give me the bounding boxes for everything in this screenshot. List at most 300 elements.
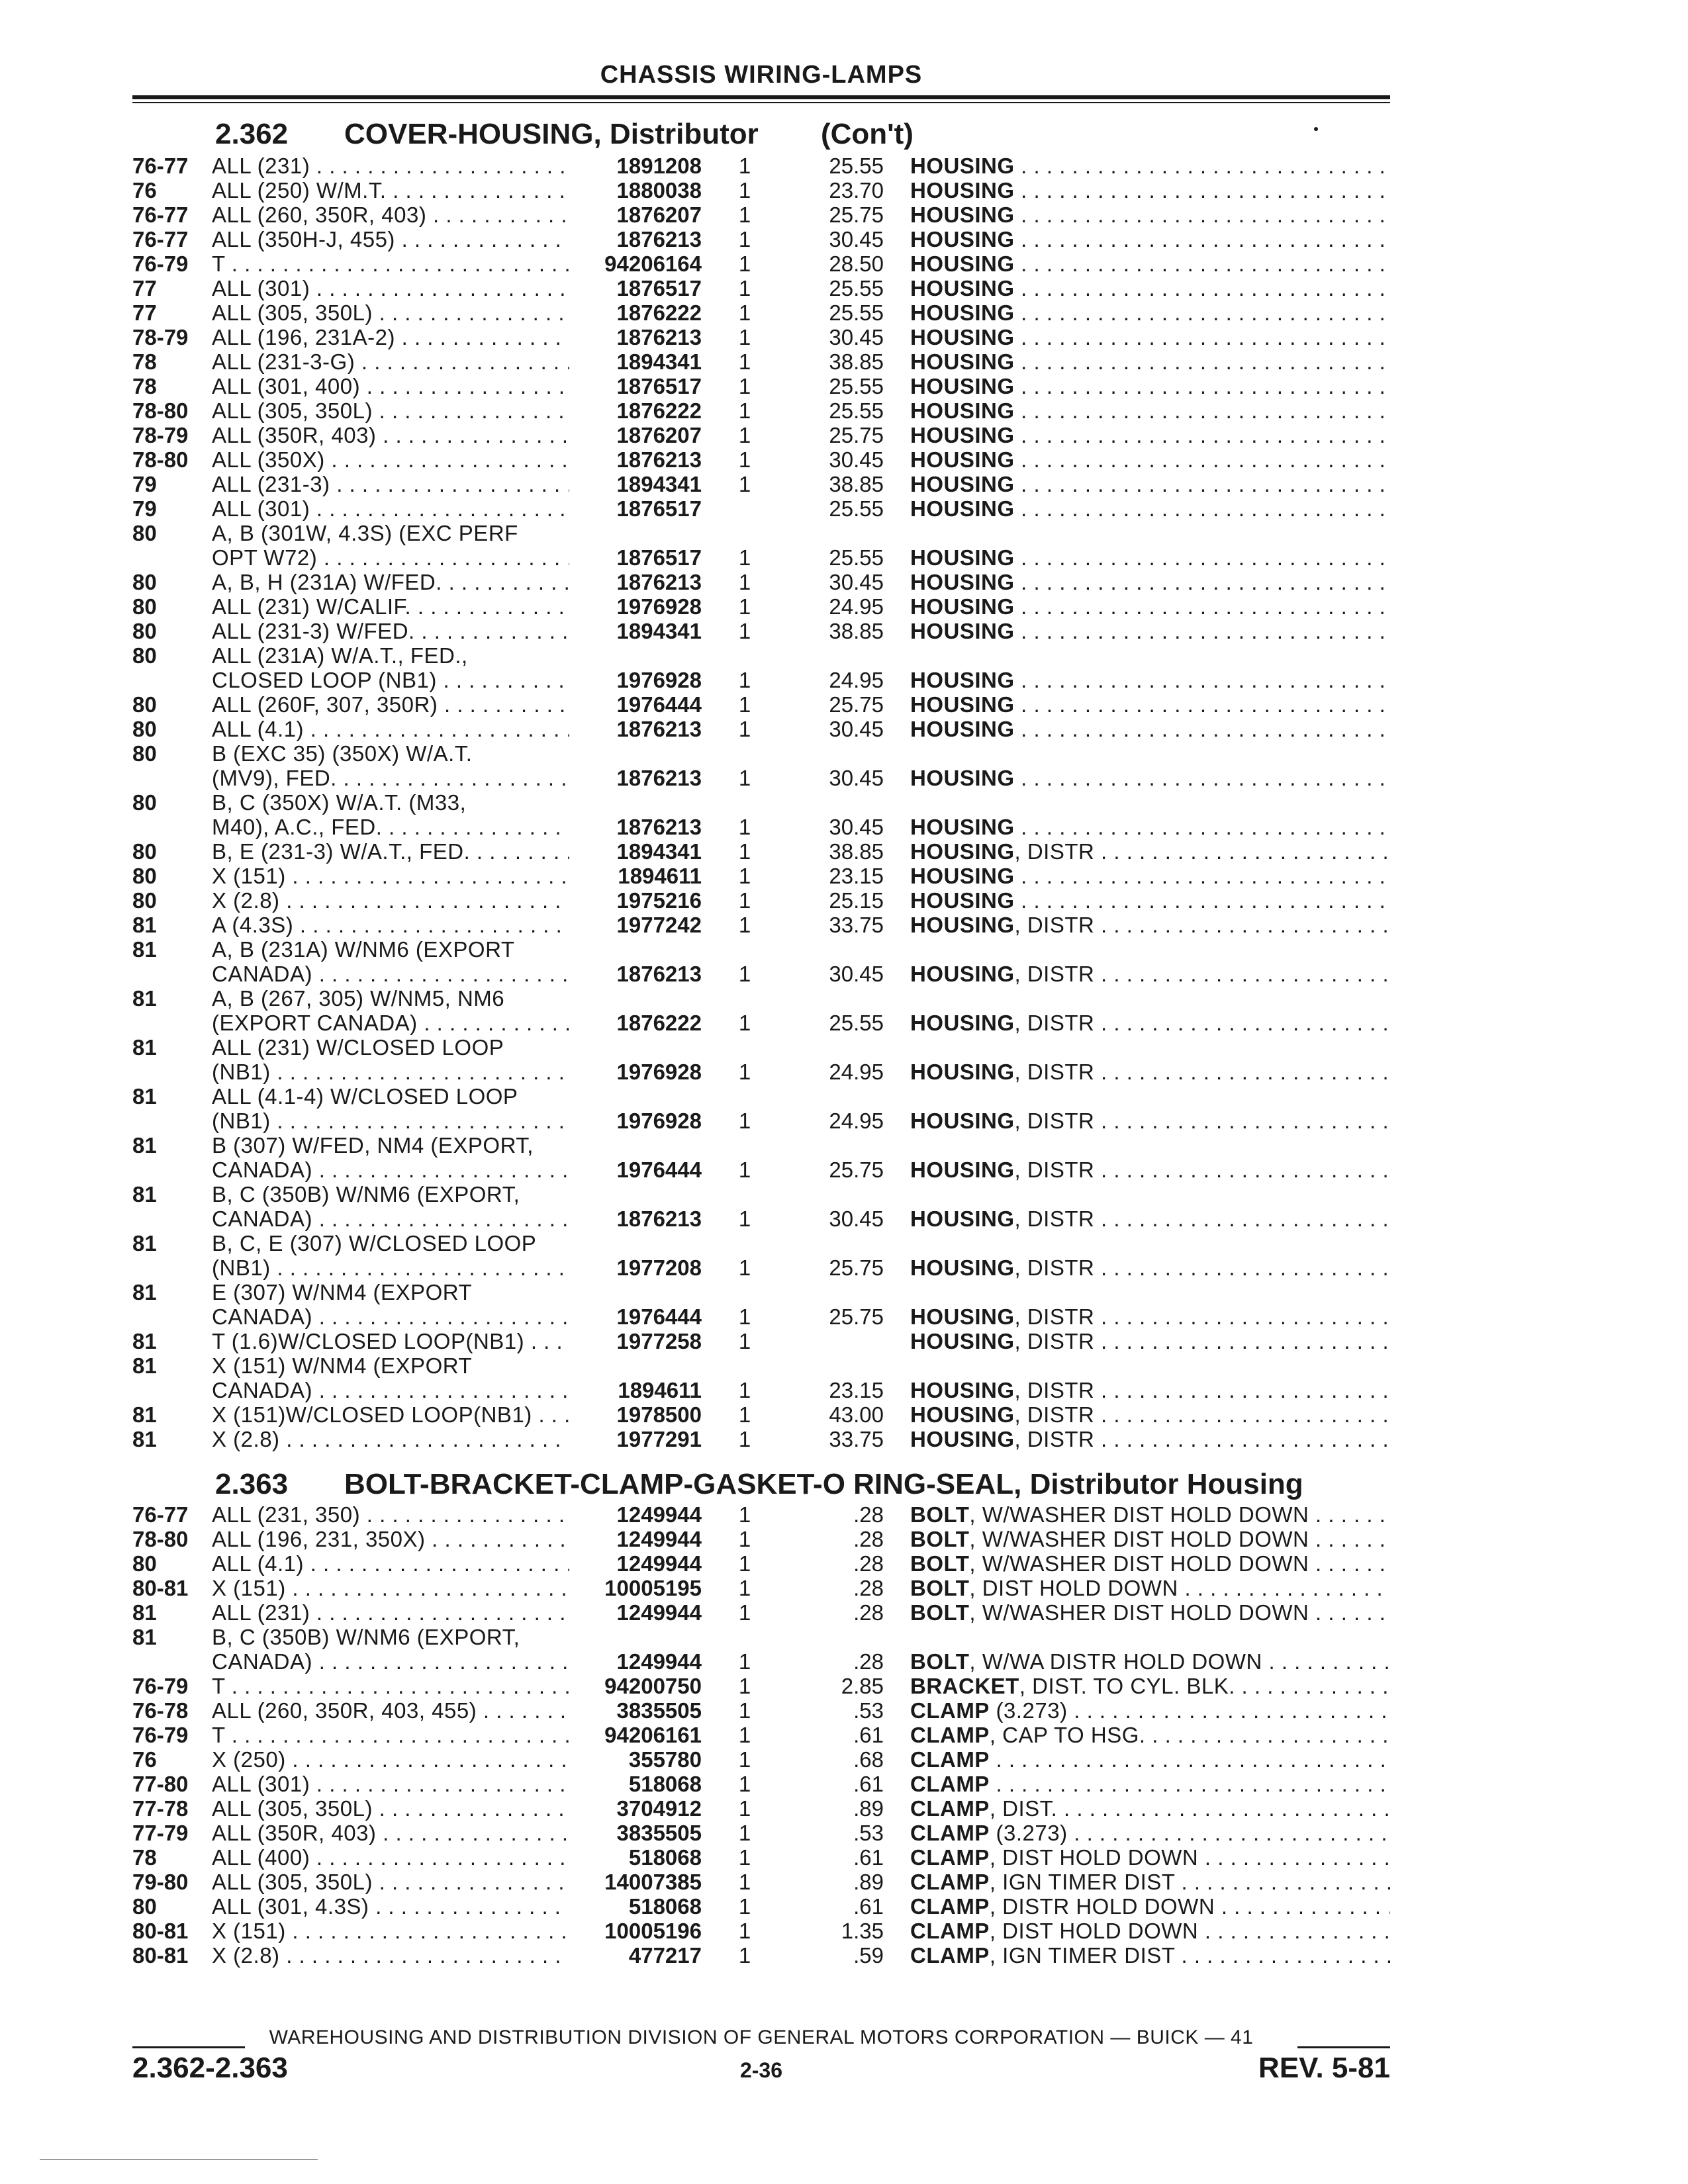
application: E (307) W/NM4 (EXPORT <box>212 1280 473 1304</box>
application: CANADA) . . . <box>212 1304 569 1329</box>
part-number: 1977208 <box>616 1255 702 1280</box>
description <box>910 325 1390 349</box>
parts-row <box>0 300 1688 325</box>
price: 23.70 <box>829 178 884 203</box>
description-detail: , W/WA DISTR HOLD DOWN . . . <box>969 1649 1390 1674</box>
quantity: 1 <box>738 154 751 178</box>
description <box>910 1527 1390 1551</box>
description-keyword: HOUSING <box>910 300 1015 325</box>
part-number: 1876207 <box>616 423 702 447</box>
description <box>910 276 1390 300</box>
application: ALL (350R, 403) . . . <box>212 423 569 447</box>
quantity: 1 <box>738 1527 751 1551</box>
part-number: 1249944 <box>616 1649 702 1674</box>
description-keyword: HOUSING <box>910 1304 1015 1329</box>
model-year: 81 <box>132 1600 157 1625</box>
quantity: 1 <box>738 766 751 790</box>
description-detail: , DIST HOLD DOWN . . . <box>990 1845 1390 1870</box>
parts-row <box>0 643 1688 668</box>
model-year: 80 <box>132 643 157 668</box>
quantity: 1 <box>738 1304 751 1329</box>
price: 43.00 <box>829 1402 884 1427</box>
parts-row <box>0 1035 1688 1060</box>
application: T . . . <box>212 1674 569 1698</box>
parts-row <box>0 1011 1688 1035</box>
application: CANADA) . . . <box>212 1378 569 1402</box>
parts-row <box>0 1280 1688 1304</box>
description-detail <box>1015 374 1390 398</box>
quantity: 1 <box>738 888 751 913</box>
description-detail <box>1015 668 1390 692</box>
description-keyword: HOUSING <box>910 717 1015 741</box>
application: ALL (231) . . . <box>212 1600 569 1625</box>
part-number: 1894341 <box>616 839 702 864</box>
part-number: 1876213 <box>616 1206 702 1231</box>
model-year: 80 <box>132 790 157 815</box>
description <box>910 594 1390 619</box>
application: A, B (231A) W/NM6 (EXPORT <box>212 937 515 962</box>
description-detail <box>1015 423 1390 447</box>
parts-row <box>0 986 1688 1011</box>
quantity: 1 <box>738 1378 751 1402</box>
application: (EXPORT CANADA) . . . <box>212 1011 569 1035</box>
price: 24.95 <box>829 594 884 619</box>
part-number: 1876213 <box>616 447 702 472</box>
price: 23.15 <box>829 864 884 888</box>
quantity: 1 <box>738 1870 751 1894</box>
description-keyword: HOUSING <box>910 496 1015 521</box>
application: ALL (4.1) . . . <box>212 717 569 741</box>
description <box>910 1870 1390 1894</box>
description-keyword: HOUSING <box>910 1402 1015 1427</box>
quantity: 1 <box>738 1698 751 1723</box>
part-number: 1975216 <box>616 888 702 913</box>
description-keyword: HOUSING <box>910 1329 1015 1353</box>
model-year: 80-81 <box>132 1943 189 1968</box>
description-detail <box>1015 545 1390 570</box>
description-detail: , DISTR . . . <box>1015 839 1390 864</box>
description-detail <box>1015 203 1390 227</box>
part-number: 1876517 <box>616 496 702 521</box>
description-keyword: HOUSING <box>910 1255 1015 1280</box>
model-year: 77-79 <box>132 1821 189 1845</box>
quantity: 1 <box>738 570 751 594</box>
quantity: 1 <box>738 1158 751 1182</box>
model-year: 76-77 <box>132 227 189 251</box>
page-title: CHASSIS WIRING-LAMPS <box>600 61 923 89</box>
quantity: 1 <box>738 251 751 276</box>
description-detail <box>1015 251 1390 276</box>
price: 25.75 <box>829 203 884 227</box>
application: ALL (231-3) W/FED. . . . <box>212 619 569 643</box>
part-number: 1977242 <box>616 913 702 937</box>
model-year: 78-80 <box>132 447 189 472</box>
price: .28 <box>853 1527 884 1551</box>
parts-row <box>0 1625 1688 1649</box>
description-detail: , DISTR . . . <box>1015 1206 1390 1231</box>
model-year: 76 <box>132 1747 157 1772</box>
part-number: 1876213 <box>616 570 702 594</box>
parts-row <box>0 1133 1688 1158</box>
description-detail <box>1015 888 1390 913</box>
application: X (151) . . . <box>212 1576 569 1600</box>
quantity: 1 <box>738 1255 751 1280</box>
parts-row <box>0 1698 1688 1723</box>
parts-row <box>0 1919 1688 1943</box>
description-keyword: BOLT <box>910 1502 970 1527</box>
description <box>910 864 1390 888</box>
description <box>910 1943 1390 1968</box>
description-detail <box>1015 300 1390 325</box>
parts-row <box>0 1649 1688 1674</box>
quantity: 1 <box>738 423 751 447</box>
price: 30.45 <box>829 570 884 594</box>
model-year: 81 <box>132 1084 157 1109</box>
description-keyword: HOUSING <box>910 227 1015 251</box>
description-keyword: HOUSING <box>910 962 1015 986</box>
parts-row <box>0 1060 1688 1084</box>
part-number: 3835505 <box>616 1698 702 1723</box>
description-keyword: HOUSING <box>910 276 1015 300</box>
quantity: 1 <box>738 325 751 349</box>
description-keyword: HOUSING <box>910 154 1015 178</box>
parts-row <box>0 521 1688 545</box>
quantity: 1 <box>738 447 751 472</box>
description-detail <box>1015 154 1390 178</box>
description-detail: , W/WASHER DIST HOLD DOWN . . . <box>969 1527 1390 1551</box>
application: B (EXC 35) (350X) W/A.T. <box>212 741 473 766</box>
description-keyword: CLAMP <box>910 1796 990 1821</box>
application: B, C, E (307) W/CLOSED LOOP <box>212 1231 537 1255</box>
application: ALL (4.1-4) W/CLOSED LOOP <box>212 1084 518 1109</box>
model-year: 81 <box>132 1182 157 1206</box>
description-keyword: HOUSING <box>910 1109 1015 1133</box>
price: 25.55 <box>829 276 884 300</box>
model-year: 78-79 <box>132 325 189 349</box>
model-year: 79-80 <box>132 1870 189 1894</box>
description <box>910 766 1390 790</box>
description-detail: , DIST. . . . <box>990 1796 1390 1821</box>
footer-section-ref: 2.362-2.363 <box>132 2052 288 2084</box>
section-heading <box>132 119 1390 150</box>
title-rule-thin <box>132 102 1390 103</box>
description-detail: , IGN TIMER DIST . . . <box>990 1943 1390 1968</box>
parts-row <box>0 1255 1688 1280</box>
parts-row <box>0 1231 1688 1255</box>
description <box>910 1402 1390 1427</box>
model-year: 79 <box>132 496 157 521</box>
description-keyword: HOUSING <box>910 1011 1015 1035</box>
description-keyword: HOUSING <box>910 472 1015 496</box>
price: .61 <box>853 1845 884 1870</box>
description-detail: , DISTR . . . <box>1015 1109 1390 1133</box>
parts-row <box>0 1674 1688 1698</box>
model-year: 76 <box>132 178 157 203</box>
part-number: 518068 <box>628 1772 702 1796</box>
parts-row <box>0 766 1688 790</box>
price: 30.45 <box>829 962 884 986</box>
model-year: 76-79 <box>132 251 189 276</box>
quantity: 1 <box>738 1427 751 1451</box>
model-year: 78-80 <box>132 398 189 423</box>
price: 25.55 <box>829 398 884 423</box>
model-year: 78-80 <box>132 1527 189 1551</box>
application: ALL (231A) W/A.T., FED., <box>212 643 468 668</box>
parts-row <box>0 251 1688 276</box>
model-year: 77-78 <box>132 1796 189 1821</box>
price: 25.55 <box>829 496 884 521</box>
quantity: 1 <box>738 178 751 203</box>
price: 2.85 <box>841 1674 884 1698</box>
model-year: 80 <box>132 741 157 766</box>
model-year: 81 <box>132 986 157 1011</box>
description-keyword: CLAMP <box>910 1821 990 1845</box>
model-year: 81 <box>132 1329 157 1353</box>
price: 24.95 <box>829 1109 884 1133</box>
price: 33.75 <box>829 1427 884 1451</box>
application: ALL (231-3) . . . <box>212 472 569 496</box>
description <box>910 1255 1390 1280</box>
part-number: 94206164 <box>604 251 702 276</box>
price: .53 <box>853 1821 884 1845</box>
price: .28 <box>853 1576 884 1600</box>
quantity: 1 <box>738 1943 751 1968</box>
description <box>910 1206 1390 1231</box>
quantity: 1 <box>738 1011 751 1035</box>
part-number: 1894341 <box>616 349 702 374</box>
part-number: 1876517 <box>616 545 702 570</box>
description-detail <box>1015 398 1390 423</box>
description-detail <box>1015 349 1390 374</box>
description <box>910 1845 1390 1870</box>
application: (NB1) . . . <box>212 1109 569 1133</box>
description-detail: , DISTR . . . <box>1015 962 1390 986</box>
model-year: 81 <box>132 1133 157 1158</box>
parts-row <box>0 1845 1688 1870</box>
price: .53 <box>853 1698 884 1723</box>
description-detail: , W/WASHER DIST HOLD DOWN . . . <box>969 1600 1390 1625</box>
parts-row <box>0 888 1688 913</box>
description <box>910 251 1390 276</box>
description-keyword: HOUSING <box>910 692 1015 717</box>
part-number: 1876222 <box>616 398 702 423</box>
part-number: 518068 <box>628 1894 702 1919</box>
model-year: 80 <box>132 570 157 594</box>
part-number: 1249944 <box>616 1551 702 1576</box>
description-detail: (3.273) . . . <box>990 1698 1390 1723</box>
price: 24.95 <box>829 668 884 692</box>
model-year: 81 <box>132 1402 157 1427</box>
description-keyword: CLAMP <box>910 1723 990 1747</box>
description-detail <box>1015 276 1390 300</box>
parts-row <box>0 1821 1688 1845</box>
description-detail <box>1015 717 1390 741</box>
description <box>910 1427 1390 1451</box>
description-detail: , DISTR . . . <box>1015 1402 1390 1427</box>
parts-row <box>0 1378 1688 1402</box>
parts-row <box>0 668 1688 692</box>
price: 1.35 <box>841 1919 884 1943</box>
description <box>910 1551 1390 1576</box>
model-year: 80 <box>132 864 157 888</box>
model-year: 80 <box>132 717 157 741</box>
application: X (2.8) . . . <box>212 888 569 913</box>
description-keyword: HOUSING <box>910 203 1015 227</box>
parts-row <box>0 839 1688 864</box>
quantity: 1 <box>738 1402 751 1427</box>
description <box>910 1747 1390 1772</box>
description-detail <box>1015 692 1390 717</box>
price: 25.55 <box>829 374 884 398</box>
part-number: 1876213 <box>616 815 702 839</box>
part-number: 3835505 <box>616 1821 702 1845</box>
part-number: 14007385 <box>604 1870 702 1894</box>
description-keyword: HOUSING <box>910 1206 1015 1231</box>
application: X (151) . . . <box>212 1919 569 1943</box>
quantity: 1 <box>738 1206 751 1231</box>
quantity: 1 <box>738 203 751 227</box>
parts-row <box>0 349 1688 374</box>
part-number: 1978500 <box>616 1402 702 1427</box>
description-detail: , DISTR . . . <box>1015 1158 1390 1182</box>
description-keyword: CLAMP <box>910 1943 990 1968</box>
description <box>910 1378 1390 1402</box>
parts-row <box>0 1551 1688 1576</box>
description-keyword: HOUSING <box>910 815 1015 839</box>
parts-row <box>0 1723 1688 1747</box>
application: ALL (350R, 403) . . . <box>212 1821 569 1845</box>
description-detail: , DISTR . . . <box>1015 913 1390 937</box>
application: CANADA) . . . <box>212 1158 569 1182</box>
model-year: 80 <box>132 888 157 913</box>
parts-row <box>0 1402 1688 1427</box>
parts-row <box>0 1796 1688 1821</box>
description <box>910 1649 1390 1674</box>
part-number: 1876517 <box>616 374 702 398</box>
description-detail: , DISTR . . . <box>1015 1011 1390 1035</box>
price: 25.75 <box>829 692 884 717</box>
description-keyword: CLAMP <box>910 1698 990 1723</box>
part-number: 1976928 <box>616 1060 702 1084</box>
description-detail: , W/WASHER DIST HOLD DOWN . . . <box>969 1502 1390 1527</box>
application: B, C (350B) W/NM6 (EXPORT, <box>212 1625 520 1649</box>
application: B, C (350X) W/A.T. (M33, <box>212 790 467 815</box>
description-detail <box>1015 325 1390 349</box>
application: ALL (400) . . . <box>212 1845 569 1870</box>
section-continued: (Con't) <box>821 118 914 150</box>
description-detail: , DISTR HOLD DOWN . . . <box>990 1894 1390 1919</box>
application: ALL (231) W/CALIF. . . . <box>212 594 569 619</box>
price: .59 <box>853 1943 884 1968</box>
application: ALL (196, 231, 350X) . . . <box>212 1527 569 1551</box>
quantity: 1 <box>738 1674 751 1698</box>
parts-row <box>0 790 1688 815</box>
description <box>910 178 1390 203</box>
price: 25.75 <box>829 1304 884 1329</box>
application: ALL (350H-J, 455) . . . <box>212 227 569 251</box>
quantity: 1 <box>738 1723 751 1747</box>
description-detail <box>1015 227 1390 251</box>
price: 23.15 <box>829 1378 884 1402</box>
part-number: 1880038 <box>616 178 702 203</box>
description-keyword: HOUSING <box>910 374 1015 398</box>
description-keyword: HOUSING <box>910 325 1015 349</box>
model-year: 77 <box>132 300 157 325</box>
part-number: 1977258 <box>616 1329 702 1353</box>
parts-row <box>0 937 1688 962</box>
description-keyword: HOUSING <box>910 545 1015 570</box>
model-year: 80 <box>132 692 157 717</box>
application: A, B, H (231A) W/FED. . . . <box>212 570 569 594</box>
description <box>910 1698 1390 1723</box>
parts-row <box>0 1747 1688 1772</box>
quantity: 1 <box>738 962 751 986</box>
description-keyword: HOUSING <box>910 251 1015 276</box>
part-number: 10005195 <box>604 1576 702 1600</box>
description-detail <box>1015 766 1390 790</box>
price: 33.75 <box>829 913 884 937</box>
description-keyword: CLAMP <box>910 1894 990 1919</box>
model-year: 81 <box>132 1035 157 1060</box>
description-keyword: HOUSING <box>910 1158 1015 1182</box>
application: (NB1) . . . <box>212 1255 569 1280</box>
part-number: 1891208 <box>616 154 702 178</box>
section-number: 2.362 <box>215 118 289 150</box>
application: X (151) . . . <box>212 864 569 888</box>
description <box>910 545 1390 570</box>
model-year: 81 <box>132 913 157 937</box>
model-year: 76-77 <box>132 154 189 178</box>
description <box>910 888 1390 913</box>
parts-row <box>0 472 1688 496</box>
part-number: 1876213 <box>616 962 702 986</box>
description-detail <box>1015 864 1390 888</box>
model-year: 81 <box>132 1427 157 1451</box>
description <box>910 1600 1390 1625</box>
description-keyword: CLAMP <box>910 1870 990 1894</box>
application: ALL (301, 4.3S) . . . <box>212 1894 569 1919</box>
description-keyword: HOUSING <box>910 668 1015 692</box>
description <box>910 619 1390 643</box>
price: 38.85 <box>829 349 884 374</box>
description-detail <box>1015 178 1390 203</box>
model-year: 78-79 <box>132 423 189 447</box>
application: ALL (231, 350) . . . <box>212 1502 569 1527</box>
model-year: 81 <box>132 1625 157 1649</box>
description <box>910 1821 1390 1845</box>
part-number: 1876213 <box>616 325 702 349</box>
quantity: 1 <box>738 913 751 937</box>
application: X (250) . . . <box>212 1747 569 1772</box>
part-number: 1976444 <box>616 1158 702 1182</box>
description <box>910 1304 1390 1329</box>
description-keyword: CLAMP <box>910 1919 990 1943</box>
description-detail: , DISTR . . . <box>1015 1329 1390 1353</box>
parts-row <box>0 1427 1688 1451</box>
price: 30.45 <box>829 325 884 349</box>
parts-row <box>0 1206 1688 1231</box>
price: 30.45 <box>829 447 884 472</box>
parts-row <box>0 398 1688 423</box>
model-year: 76-78 <box>132 1698 189 1723</box>
application: ALL (301) . . . <box>212 496 569 521</box>
description <box>910 1772 1390 1796</box>
parts-row <box>0 227 1688 251</box>
description-detail <box>990 1772 1390 1796</box>
description <box>910 962 1390 986</box>
quantity: 1 <box>738 545 751 570</box>
description <box>910 815 1390 839</box>
